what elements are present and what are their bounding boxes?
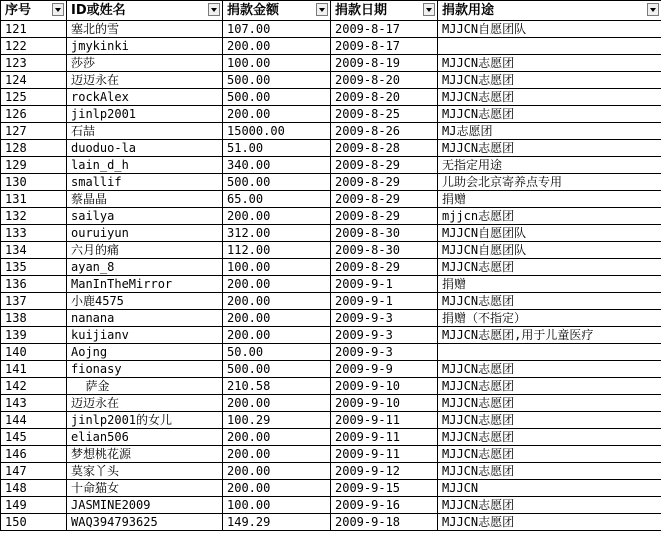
cell-seq[interactable]: 143	[1, 395, 67, 412]
cell-date[interactable]: 2009-9-12	[331, 463, 438, 480]
cell-purpose[interactable]: MJJCN自愿团队	[438, 242, 661, 259]
cell-amount[interactable]: 100.29	[223, 412, 331, 429]
cell-date[interactable]: 2009-9-3	[331, 310, 438, 327]
cell-id-or-name[interactable]: 六月的痛	[67, 242, 223, 259]
cell-amount[interactable]: 200.00	[223, 327, 331, 344]
table-row	[1, 293, 661, 310]
header-amount-label: 捐款金额	[227, 3, 280, 18]
cell-purpose[interactable]: MJJCN	[438, 480, 661, 497]
cell-seq[interactable]: 132	[1, 208, 67, 225]
cell-id-or-name[interactable]: 梦想桃花源	[67, 446, 223, 463]
table-row	[1, 174, 661, 191]
cell-amount[interactable]: 100.00	[223, 259, 331, 276]
cell-amount[interactable]: 500.00	[223, 174, 331, 191]
cell-id-or-name[interactable]: rockAlex	[67, 89, 223, 106]
chevron-down-icon[interactable]	[208, 3, 220, 16]
cell-seq[interactable]: 128	[1, 140, 67, 157]
cell-date[interactable]: 2009-8-17	[331, 38, 438, 55]
cell-purpose[interactable]: MJJCN志愿团	[438, 72, 661, 89]
cell-seq[interactable]: 139	[1, 327, 67, 344]
cell-purpose[interactable]: MJJCN志愿团	[438, 395, 661, 412]
cell-date[interactable]: 2009-8-17	[331, 21, 438, 38]
cell-date[interactable]: 2009-8-19	[331, 55, 438, 72]
header-seq	[1, 1, 67, 21]
cell-seq[interactable]: 131	[1, 191, 67, 208]
header-id-or-name	[67, 1, 223, 21]
cell-seq[interactable]: 136	[1, 276, 67, 293]
cell-seq[interactable]: 129	[1, 157, 67, 174]
cell-seq[interactable]: 126	[1, 106, 67, 123]
cell-amount[interactable]: 340.00	[223, 157, 331, 174]
table-row	[1, 497, 661, 514]
cell-date[interactable]: 2009-8-20	[331, 89, 438, 106]
cell-id-or-name[interactable]: nanana	[67, 310, 223, 327]
table-row	[1, 480, 661, 497]
cell-date[interactable]: 2009-9-3	[331, 344, 438, 361]
cell-date[interactable]: 2009-8-28	[331, 140, 438, 157]
table-row	[1, 89, 661, 106]
cell-seq[interactable]: 145	[1, 429, 67, 446]
cell-purpose[interactable]	[438, 38, 661, 55]
cell-date[interactable]: 2009-9-3	[331, 327, 438, 344]
table-row	[1, 157, 661, 174]
cell-date[interactable]: 2009-8-26	[331, 123, 438, 140]
cell-amount[interactable]: 200.00	[223, 463, 331, 480]
cell-amount[interactable]: 200.00	[223, 38, 331, 55]
cell-date[interactable]: 2009-9-11	[331, 429, 438, 446]
cell-id-or-name[interactable]: duoduo-la	[67, 140, 223, 157]
chevron-down-icon[interactable]	[647, 3, 659, 16]
header-purpose	[438, 1, 661, 21]
header-amount	[223, 1, 331, 21]
cell-id-or-name[interactable]: 蔡晶晶	[67, 191, 223, 208]
table-row	[1, 463, 661, 480]
cell-amount[interactable]: 200.00	[223, 208, 331, 225]
cell-purpose[interactable]: MJJCN志愿团	[438, 412, 661, 429]
cell-purpose[interactable]: MJ志愿团	[438, 123, 661, 140]
cell-id-or-name[interactable]: smallif	[67, 174, 223, 191]
cell-date[interactable]: 2009-8-29	[331, 208, 438, 225]
cell-amount[interactable]: 65.00	[223, 191, 331, 208]
cell-purpose[interactable]: MJJCN志愿团	[438, 446, 661, 463]
cell-purpose[interactable]: 捐赠（不指定）	[438, 310, 661, 327]
cell-date[interactable]: 2009-8-20	[331, 72, 438, 89]
cell-id-or-name[interactable]: jinlp2001	[67, 106, 223, 123]
table-row	[1, 344, 661, 361]
cell-id-or-name[interactable]: jmykinki	[67, 38, 223, 55]
cell-purpose[interactable]: MJJCN志愿团	[438, 55, 661, 72]
cell-purpose[interactable]: MJJCN志愿团	[438, 259, 661, 276]
cell-purpose[interactable]: 儿助会北京寄养点专用	[438, 174, 661, 191]
table-row	[1, 140, 661, 157]
chevron-down-icon[interactable]	[423, 3, 435, 16]
cell-id-or-name[interactable]: lain_d_h	[67, 157, 223, 174]
cell-date[interactable]: 2009-9-9	[331, 361, 438, 378]
cell-id-or-name[interactable]: 迈迈永在	[67, 72, 223, 89]
cell-date[interactable]: 2009-8-29	[331, 174, 438, 191]
table-row	[1, 395, 661, 412]
cell-id-or-name[interactable]: 莎莎	[67, 55, 223, 72]
cell-seq[interactable]: 147	[1, 463, 67, 480]
cell-purpose[interactable]: MJJCN自愿团队	[438, 225, 661, 242]
cell-seq[interactable]: 122	[1, 38, 67, 55]
cell-date[interactable]: 2009-8-29	[331, 259, 438, 276]
table-row	[1, 225, 661, 242]
table-row	[1, 55, 661, 72]
cell-amount[interactable]: 200.00	[223, 429, 331, 446]
cell-seq[interactable]: 137	[1, 293, 67, 310]
cell-purpose[interactable]: MJJCN志愿团	[438, 429, 661, 446]
table-row	[1, 38, 661, 55]
cell-id-or-name[interactable]: kuijianv	[67, 327, 223, 344]
cell-amount[interactable]: 112.00	[223, 242, 331, 259]
header-date	[331, 1, 438, 21]
cell-amount[interactable]: 200.00	[223, 106, 331, 123]
cell-seq[interactable]: 149	[1, 497, 67, 514]
cell-amount[interactable]: 200.00	[223, 310, 331, 327]
header-id-or-name-label: ID或姓名	[71, 3, 126, 18]
cell-seq[interactable]: 134	[1, 242, 67, 259]
cell-id-or-name[interactable]: ayan_8	[67, 259, 223, 276]
cell-purpose[interactable]: MJJCN志愿团	[438, 378, 661, 395]
cell-date[interactable]: 2009-9-16	[331, 497, 438, 514]
cell-date[interactable]: 2009-9-11	[331, 412, 438, 429]
header-purpose-label: 捐款用途	[442, 3, 495, 18]
cell-purpose[interactable]: MJJCN志愿团	[438, 497, 661, 514]
cell-amount[interactable]: 210.58	[223, 378, 331, 395]
cell-date[interactable]: 2009-8-29	[331, 191, 438, 208]
table-row	[1, 446, 661, 463]
cell-date[interactable]: 2009-8-30	[331, 242, 438, 259]
cell-purpose[interactable]: MJJCN自愿团队	[438, 21, 661, 38]
header-date-label: 捐款日期	[335, 3, 388, 18]
table-row	[1, 123, 661, 140]
cell-seq[interactable]: 146	[1, 446, 67, 463]
cell-seq[interactable]: 144	[1, 412, 67, 429]
cell-seq[interactable]: 135	[1, 259, 67, 276]
cell-id-or-name[interactable]: 莫家丫头	[67, 463, 223, 480]
cell-purpose[interactable]: 捐赠	[438, 276, 661, 293]
cell-amount[interactable]: 200.00	[223, 276, 331, 293]
cell-amount[interactable]: 500.00	[223, 72, 331, 89]
cell-date[interactable]: 2009-9-18	[331, 514, 438, 531]
cell-amount[interactable]: 312.00	[223, 225, 331, 242]
cell-seq[interactable]: 150	[1, 514, 67, 531]
cell-purpose[interactable]: mjjcn志愿团	[438, 208, 661, 225]
cell-id-or-name[interactable]: 十命猫女	[67, 480, 223, 497]
header-row	[1, 1, 661, 21]
cell-amount[interactable]: 50.00	[223, 344, 331, 361]
table-row	[1, 514, 661, 531]
cell-seq[interactable]: 133	[1, 225, 67, 242]
cell-amount[interactable]: 51.00	[223, 140, 331, 157]
cell-amount[interactable]: 200.00	[223, 293, 331, 310]
cell-id-or-name[interactable]: 小鹿4575	[67, 293, 223, 310]
cell-purpose[interactable]: MJJCN志愿团,用于儿童医疗	[438, 327, 661, 344]
cell-purpose[interactable]	[438, 344, 661, 361]
cell-seq[interactable]: 130	[1, 174, 67, 191]
cell-purpose[interactable]: MJJCN志愿团	[438, 463, 661, 480]
cell-date[interactable]: 2009-9-1	[331, 293, 438, 310]
cell-seq[interactable]: 123	[1, 55, 67, 72]
cell-seq[interactable]: 141	[1, 361, 67, 378]
table-row	[1, 310, 661, 327]
table-row	[1, 361, 661, 378]
cell-seq[interactable]: 124	[1, 72, 67, 89]
table-row	[1, 208, 661, 225]
chevron-down-icon[interactable]	[316, 3, 328, 16]
cell-date[interactable]: 2009-9-10	[331, 395, 438, 412]
table-row	[1, 327, 661, 344]
cell-purpose[interactable]: 无指定用途	[438, 157, 661, 174]
cell-amount[interactable]: 500.00	[223, 361, 331, 378]
cell-amount[interactable]: 107.00	[223, 21, 331, 38]
table-row	[1, 429, 661, 446]
table-row	[1, 21, 661, 38]
cell-seq[interactable]: 121	[1, 21, 67, 38]
cell-purpose[interactable]: MJJCN志愿团	[438, 89, 661, 106]
cell-id-or-name[interactable]: 迈迈永在	[67, 395, 223, 412]
cell-seq[interactable]: 127	[1, 123, 67, 140]
table-row	[1, 106, 661, 123]
cell-amount[interactable]: 200.00	[223, 395, 331, 412]
cell-id-or-name[interactable]: Aojng	[67, 344, 223, 361]
table-row	[1, 242, 661, 259]
cell-seq[interactable]: 140	[1, 344, 67, 361]
cell-purpose[interactable]: 捐赠	[438, 191, 661, 208]
cell-date[interactable]: 2009-8-25	[331, 106, 438, 123]
cell-date[interactable]: 2009-8-29	[331, 157, 438, 174]
table-row	[1, 259, 661, 276]
table-row	[1, 412, 661, 429]
cell-date[interactable]: 2009-9-11	[331, 446, 438, 463]
cell-date[interactable]: 2009-9-10	[331, 378, 438, 395]
table-row	[1, 378, 661, 395]
cell-id-or-name[interactable]: 萨金	[67, 378, 223, 395]
cell-date[interactable]: 2009-9-1	[331, 276, 438, 293]
cell-seq[interactable]: 142	[1, 378, 67, 395]
cell-id-or-name[interactable]: jinlp2001的女儿	[67, 412, 223, 429]
cell-purpose[interactable]: MJJCN志愿团	[438, 293, 661, 310]
cell-amount[interactable]: 500.00	[223, 89, 331, 106]
cell-amount[interactable]: 200.00	[223, 480, 331, 497]
cell-amount[interactable]: 15000.00	[223, 123, 331, 140]
cell-seq[interactable]: 138	[1, 310, 67, 327]
cell-amount[interactable]: 200.00	[223, 446, 331, 463]
cell-id-or-name[interactable]: sailya	[67, 208, 223, 225]
cell-id-or-name[interactable]: fionasy	[67, 361, 223, 378]
header-seq-label: 序号	[5, 3, 32, 18]
cell-id-or-name[interactable]: 塞北的雪	[67, 21, 223, 38]
cell-date[interactable]: 2009-8-30	[331, 225, 438, 242]
cell-purpose[interactable]: MJJCN志愿团	[438, 106, 661, 123]
cell-purpose[interactable]: MJJCN志愿团	[438, 514, 661, 531]
cell-amount[interactable]: 100.00	[223, 497, 331, 514]
table-row	[1, 72, 661, 89]
cell-seq[interactable]: 125	[1, 89, 67, 106]
cell-seq[interactable]: 148	[1, 480, 67, 497]
table-row	[1, 191, 661, 208]
cell-purpose[interactable]: MJJCN志愿团	[438, 140, 661, 157]
cell-id-or-name[interactable]: elian506	[67, 429, 223, 446]
cell-purpose[interactable]: MJJCN志愿团	[438, 361, 661, 378]
table-row	[1, 276, 661, 293]
cell-date[interactable]: 2009-9-15	[331, 480, 438, 497]
cell-amount[interactable]: 100.00	[223, 55, 331, 72]
chevron-down-icon[interactable]	[52, 3, 64, 16]
cell-id-or-name[interactable]: WAQ394793625	[67, 514, 223, 531]
cell-id-or-name[interactable]: ouruiyun	[67, 225, 223, 242]
cell-id-or-name[interactable]: 石喆	[67, 123, 223, 140]
cell-amount[interactable]: 149.29	[223, 514, 331, 531]
cell-id-or-name[interactable]: JASMINE2009	[67, 497, 223, 514]
cell-id-or-name[interactable]: ManInTheMirror	[67, 276, 223, 293]
